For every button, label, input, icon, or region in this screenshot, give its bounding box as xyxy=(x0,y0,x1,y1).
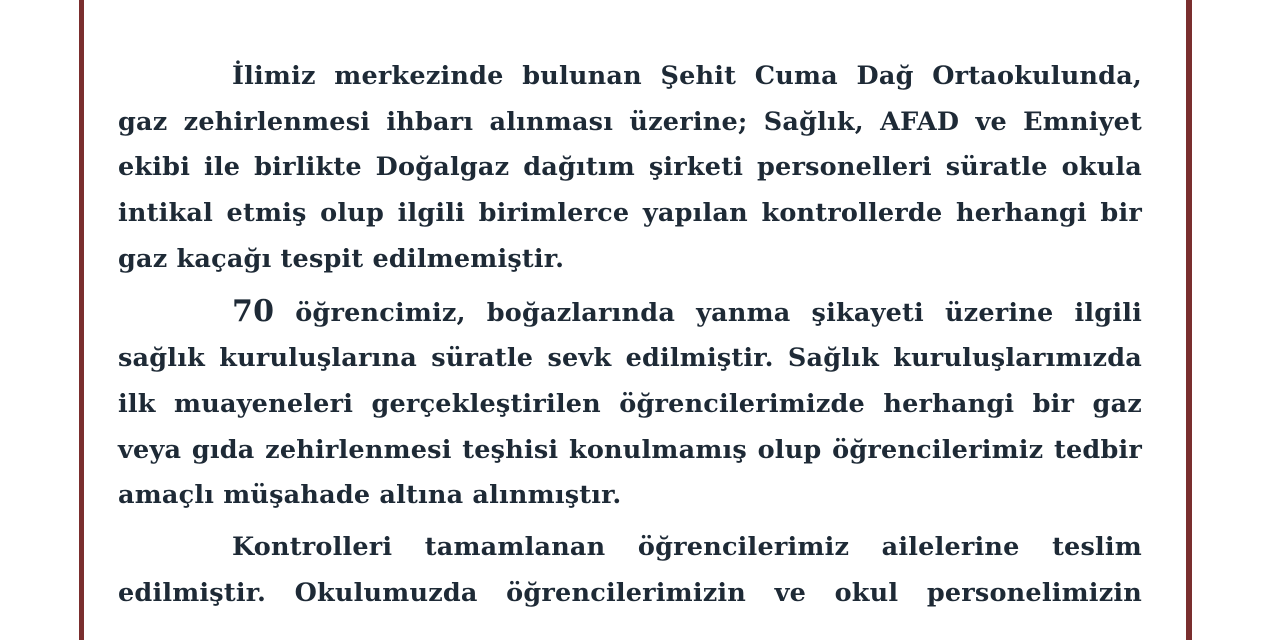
left-border xyxy=(79,0,84,640)
paragraph-1-text: İlimiz merkezinde bulunan Şehit Cuma Dağ Ortaokulunda, gaz zehirlenmesi ihbarı alınması üzerine; Sağlık, AFAD ve Emniyet ekibi ile birlikte Doğalgaz dağıtım şirketi personelleri süratle okula intikal etmiş olup ilgili birimlerce yapılan kontrollerde herhangi bir gaz kaçağı tespit edilmemiştir. xyxy=(118,61,1142,274)
paragraph-2 xyxy=(118,289,1142,520)
statement-body xyxy=(118,54,1142,622)
paragraph-3-text: Kontrolleri tamamlanan öğrencilerimiz ailelerine teslim edilmiştir. Okulumuzda öğrencilerimizin ve okul personelimizin xyxy=(118,532,1142,608)
paragraph-1 xyxy=(118,54,1142,283)
paragraph-2-text: öğrencimiz, boğazlarında yanma şikayeti üzerine ilgili sağlık kuruluşlarına süratle sevk edilmiştir. Sağlık kuruluşlarımızda ilk muayeneleri gerçekleştirilen öğrencilerimizde herhangi bir gaz veya gıda zehirlenmesi teşhisi konulmamış olup öğrencilerimiz tedbir amaçlı müşahade altına alınmıştır. xyxy=(118,297,1142,511)
right-border xyxy=(1186,0,1192,640)
paragraph-3 xyxy=(118,525,1142,616)
student-count: 70 xyxy=(232,293,275,329)
